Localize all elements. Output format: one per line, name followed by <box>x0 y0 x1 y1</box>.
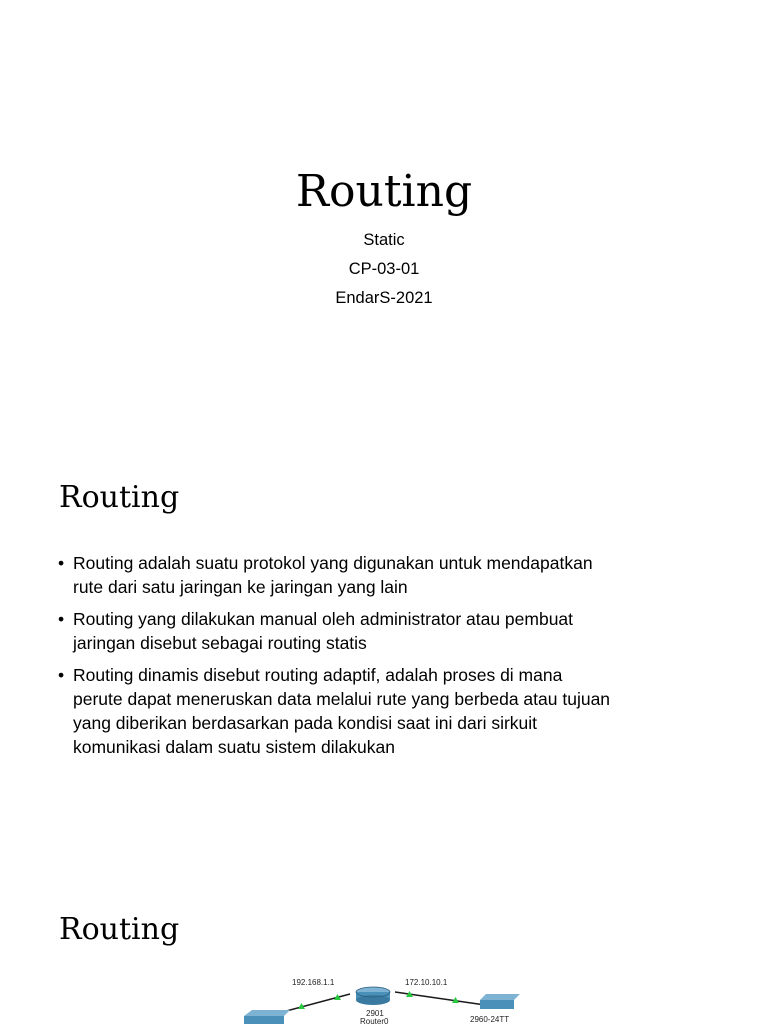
bullet-item <box>58 551 728 599</box>
bullet-item <box>58 663 728 759</box>
bullet-line: rute dari satu jaringan ke jaringan yang lain <box>73 577 408 597</box>
router-icon <box>356 987 390 1005</box>
bullet-icon: • <box>58 609 65 629</box>
slide-title: Routing <box>59 480 180 515</box>
slide-title: Routing <box>59 912 180 947</box>
bullet-icon: • <box>58 665 65 685</box>
bullet-line: Routing dinamis disebut routing adaptif, adalah proses di mana <box>73 665 563 685</box>
bullet-list <box>58 551 728 767</box>
bullet-line: komunikasi dalam suatu sistem dilakukan <box>73 737 395 757</box>
title-slide <box>0 0 768 432</box>
diagram-slide <box>0 864 768 1024</box>
network-diagram <box>230 972 550 1024</box>
right-ip-label: 172.10.10.1 <box>405 978 448 987</box>
bullet-item <box>58 607 728 655</box>
bullet-line: yang diberikan berdasarkan pada kondisi saat ini dari sirkuit <box>73 713 538 733</box>
left-ip-label: 192.168.1.1 <box>292 978 335 987</box>
bullet-icon: • <box>58 553 65 573</box>
presentation-title: Routing <box>295 166 473 217</box>
subtitle-code: CP-03-01 <box>348 260 420 278</box>
switch-icon <box>480 994 520 1009</box>
switch-icon <box>244 1010 290 1024</box>
bullet-line: jaringan disebut sebagai routing statis <box>73 633 367 653</box>
bullet-line: Routing adalah suatu protokol yang digunakan untuk mendapatkan <box>73 553 593 573</box>
switch-model-label: 2960-24TT <box>470 1015 510 1024</box>
content-slide <box>0 432 768 864</box>
bullet-line: perute dapat meneruskan data melalui rute yang berbeda atau tujuan <box>73 689 611 709</box>
router-name-label: Router0 <box>360 1017 389 1024</box>
router-model-label: 2901 <box>366 1009 384 1018</box>
subtitle-author: EndarS-2021 <box>335 289 433 307</box>
subtitle-topic: Static <box>363 231 405 249</box>
bullet-line: Routing yang dilakukan manual oleh administrator atau pembuat <box>73 609 574 629</box>
